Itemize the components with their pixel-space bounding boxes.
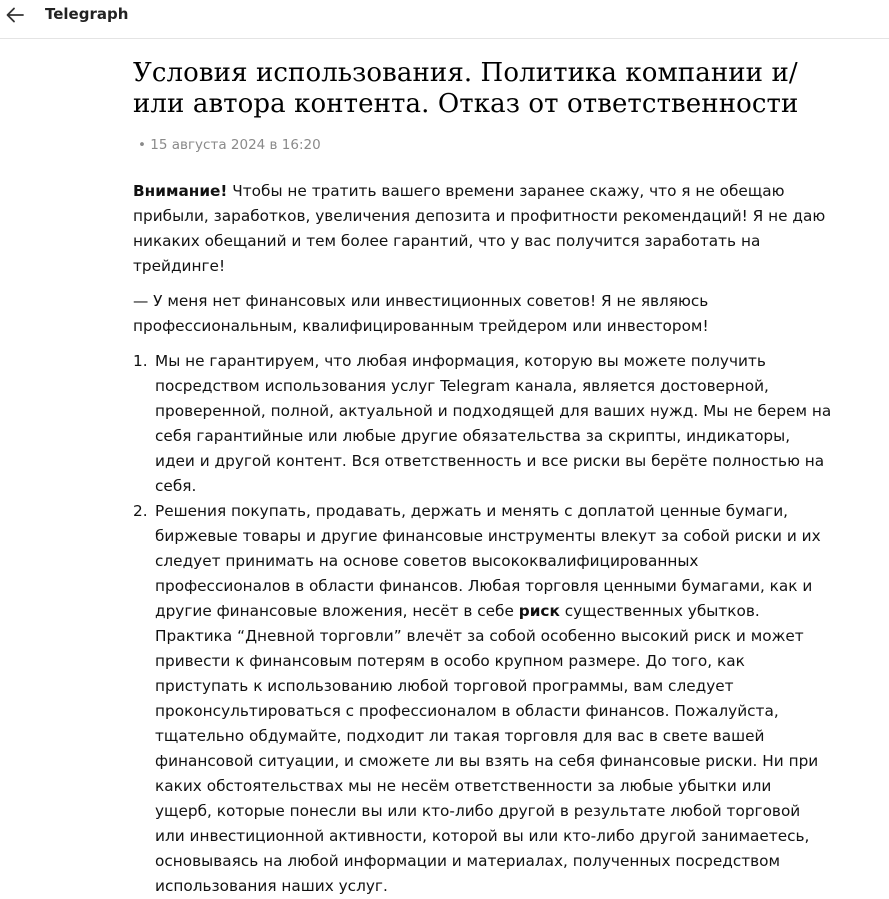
list-item-number: 2. (133, 502, 148, 520)
article-date: • 15 августа 2024 в 16:20 (138, 137, 321, 153)
article-body (133, 179, 833, 899)
list-item-text: Мы не гарантируем, что любая информация, которую вы можете получить посредством использования услуг Telegram канала, является достоверной, проверенной, полной, актуальной и подходящей для ваших нужд. Мы не берем на себя гарантийные или любые другие обязательства за скрипты, индикаторы, идеи и другой контент. Вся ответственность и все риски вы берёте полностью на себя. (155, 352, 832, 495)
list-item (133, 349, 833, 499)
list-item-text-before: Решения покупать, продавать, держать и менять с доплатой ценные бумаги, биржевые товары и другие финансовые инструменты влекут за собой риски и их следует принимать на основе советов высококвалифицированных профессионалов в области финансов. Любая торговля ценными бумагами, как и другие финансовые вложения, несёт в себе (155, 502, 821, 620)
app-title[interactable]: Telegraph (45, 5, 129, 23)
risk-emphasis: риск (518, 602, 560, 620)
top-bar (0, 0, 889, 39)
warning-label: Внимание! (133, 182, 228, 200)
warning-text: Чтобы не тратить вашего времени заранее скажу, что я не обещаю прибыли, заработков, увеличения депозита и профитности рекомендаций! Я не даю никаких обещаний и тем более гарантий, что у вас получится заработать на трейдинге! (133, 182, 826, 275)
list-item-text-after: существенных убытков. Практика “Дневной торговли” влечёт за собой особенно высокий риск и может привести к финансовым потерям в особо крупном размере. До того, как приступать к использованию любой торговой программы, вам следует проконсультироваться с профессионалом в области финансов. Пожалуйста, тщательно обдумайте, подходит ли такая торговля для вас в свете вашей финансовой ситуации, и сможете ли вы взять на себя финансовые риски. Ни при каких обстоятельствах мы не несём ответственности за любые убытки или ущерб, которые понесли вы или кто-либо другой в результате любой торговой или инвестиционной активности, которой вы или кто-либо другой занимаетесь, основываясь на любой информации и материалах, полученных посредством использования наших услуг. (155, 602, 819, 895)
warning-paragraph (133, 179, 833, 279)
terms-list (133, 349, 833, 899)
back-button[interactable] (4, 4, 26, 26)
disclaimer-paragraph: — У меня нет финансовых или инвестиционных советов! Я не являюсь профессиональным, квалифицированным трейдером или инвестором! (133, 292, 709, 335)
list-item-number: 1. (133, 352, 148, 370)
arrow-left-icon (6, 7, 24, 23)
article (133, 58, 833, 899)
list-item (133, 499, 833, 899)
article-title: Условия использования. Политика компании и/или автора контента. Отказ от ответственности (133, 58, 799, 119)
